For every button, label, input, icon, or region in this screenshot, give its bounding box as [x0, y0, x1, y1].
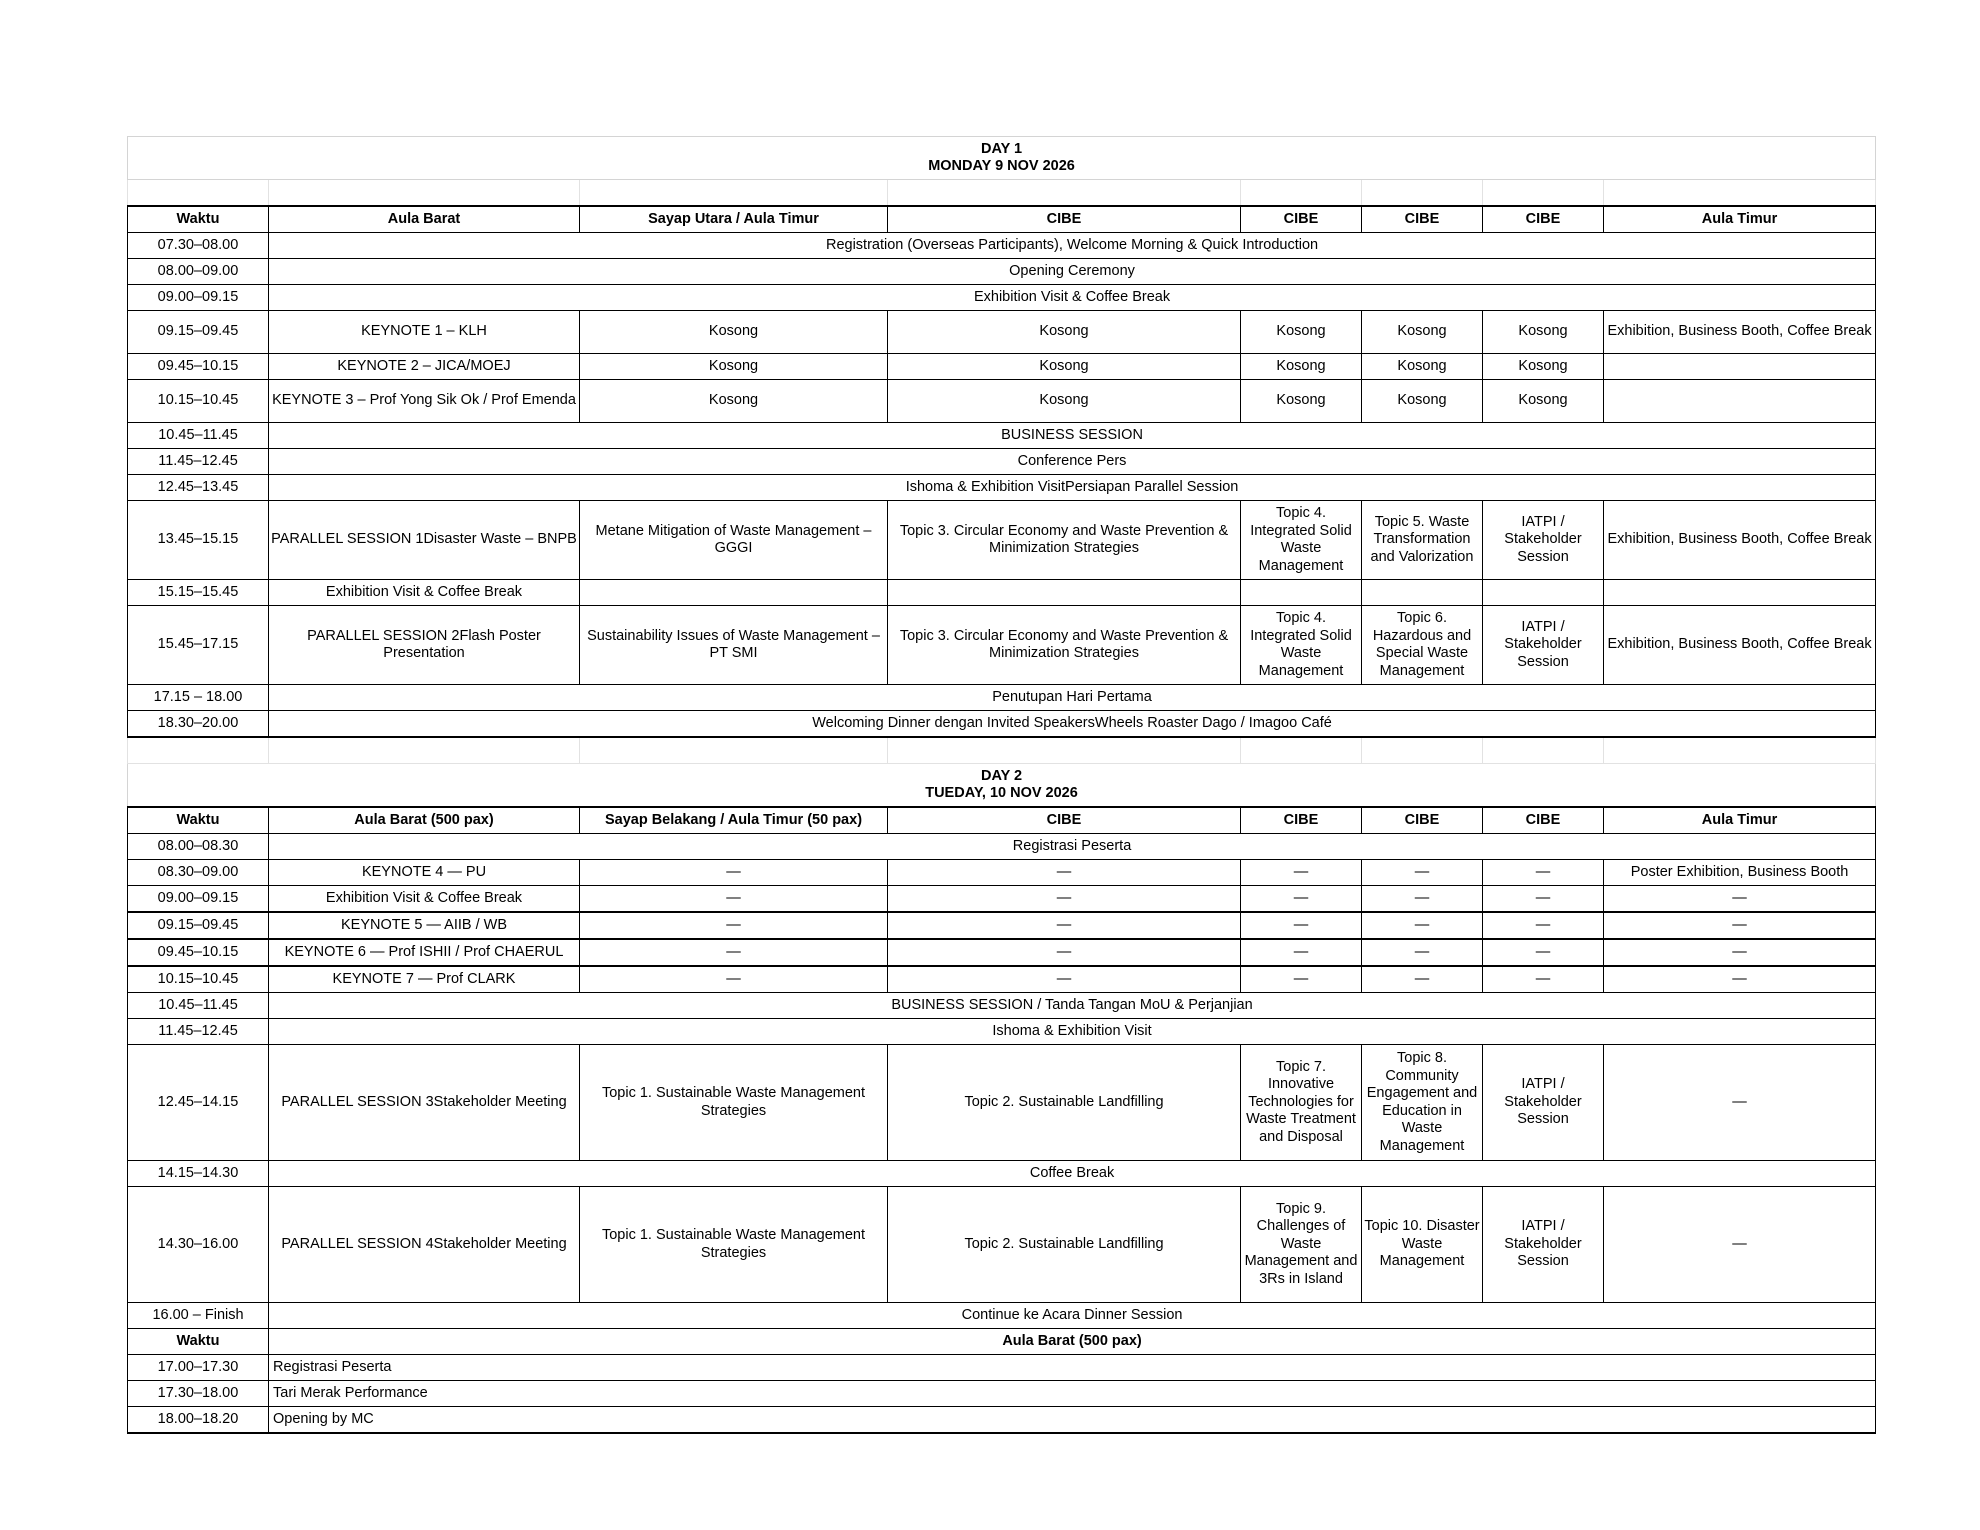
- schedule-sheet: [127, 136, 1875, 1434]
- session-cell: PARALLEL SESSION 4Stakeholder Meeting: [269, 1187, 580, 1303]
- dash-cell: —: [1241, 912, 1362, 939]
- dinner-header-row: [128, 1329, 1876, 1355]
- dash-cell: —: [888, 886, 1241, 913]
- time-cell: 17.30–18.00: [128, 1381, 269, 1407]
- empty-cell: [1604, 380, 1876, 423]
- dash-cell: —: [1483, 860, 1604, 886]
- dash-cell: —: [580, 939, 888, 966]
- day1-title: [128, 137, 1876, 180]
- time-cell: 10.15–10.45: [128, 380, 269, 423]
- table-row: [128, 259, 1876, 285]
- column-header: CIBE: [1241, 807, 1362, 834]
- time-cell: 15.45–17.15: [128, 606, 269, 685]
- empty-cell: [1362, 580, 1483, 606]
- session-cell: Kosong: [888, 311, 1241, 354]
- time-cell: 09.45–10.15: [128, 354, 269, 380]
- session-cell: Kosong: [580, 311, 888, 354]
- time-cell: 17.00–17.30: [128, 1355, 269, 1381]
- spacer-row: [128, 737, 1876, 764]
- session-cell: Topic 2. Sustainable Landfilling: [888, 1187, 1241, 1303]
- time-cell: 07.30–08.00: [128, 233, 269, 259]
- time-cell: 09.45–10.15: [128, 939, 269, 966]
- session-cell: PARALLEL SESSION 2Flash Poster Presentation: [269, 606, 580, 685]
- day2-title-row: [128, 764, 1876, 808]
- dash-cell: —: [1241, 966, 1362, 993]
- session-cell: Exhibition Visit & Coffee Break: [269, 886, 580, 913]
- session-cell: IATPI / Stakeholder Session: [1483, 1045, 1604, 1161]
- dash-cell: —: [1241, 860, 1362, 886]
- column-header: CIBE: [888, 807, 1241, 834]
- session-cell: Exhibition, Business Booth, Coffee Break: [1604, 311, 1876, 354]
- time-cell: 13.45–15.15: [128, 501, 269, 580]
- empty-cell: [1604, 354, 1876, 380]
- empty-cell: [580, 580, 888, 606]
- table-row: [128, 1187, 1876, 1303]
- dash-cell: —: [1604, 1045, 1876, 1161]
- column-header: Waktu: [128, 807, 269, 834]
- session-cell: KEYNOTE 3 – Prof Yong Sik Ok / Prof Emenda: [269, 380, 580, 423]
- column-header: CIBE: [1362, 807, 1483, 834]
- session-cell: Topic 4. Integrated Solid Waste Management: [1241, 606, 1362, 685]
- column-header: Aula Barat: [269, 206, 580, 233]
- session-cell: Registrasi Peserta: [269, 834, 1876, 860]
- session-cell: KEYNOTE 6 — Prof ISHII / Prof CHAERUL: [269, 939, 580, 966]
- table-row: [128, 501, 1876, 580]
- dash-cell: —: [888, 939, 1241, 966]
- column-header: Aula Timur: [1604, 206, 1876, 233]
- spacer-row: [128, 180, 1876, 207]
- day1-title-line1: DAY 1: [980, 140, 1023, 157]
- column-header: Aula Barat (500 pax): [269, 807, 580, 834]
- dash-cell: —: [1604, 939, 1876, 966]
- session-cell: KEYNOTE 7 — Prof CLARK: [269, 966, 580, 993]
- session-cell: Kosong: [888, 380, 1241, 423]
- time-cell: 10.45–11.45: [128, 423, 269, 449]
- session-cell: Ishoma & Exhibition Visit: [269, 1019, 1876, 1045]
- table-row: [128, 475, 1876, 501]
- table-row: [128, 886, 1876, 913]
- session-cell: Topic 10. Disaster Waste Management: [1362, 1187, 1483, 1303]
- session-cell: Coffee Break: [269, 1161, 1876, 1187]
- empty-cell: [1241, 580, 1362, 606]
- session-cell: BUSINESS SESSION / Tanda Tangan MoU & Perjanjian: [269, 993, 1876, 1019]
- session-cell: Kosong: [1483, 354, 1604, 380]
- session-cell: PARALLEL SESSION 3Stakeholder Meeting: [269, 1045, 580, 1161]
- dash-cell: —: [1241, 939, 1362, 966]
- session-cell: KEYNOTE 4 — PU: [269, 860, 580, 886]
- dash-cell: —: [580, 886, 888, 913]
- table-row: [128, 1303, 1876, 1329]
- time-cell: 11.45–12.45: [128, 449, 269, 475]
- table-row: [128, 966, 1876, 993]
- session-cell: Topic 7. Innovative Technologies for Waste Treatment and Disposal: [1241, 1045, 1362, 1161]
- dash-cell: —: [580, 912, 888, 939]
- session-cell: Kosong: [1362, 311, 1483, 354]
- dash-cell: —: [580, 860, 888, 886]
- time-cell: 14.15–14.30: [128, 1161, 269, 1187]
- column-header: CIBE: [1483, 807, 1604, 834]
- session-cell: Sustainability Issues of Waste Management – PT SMI: [580, 606, 888, 685]
- table-row: [128, 233, 1876, 259]
- agenda-cell: Opening by MC: [269, 1407, 1876, 1434]
- session-cell: Topic 3. Circular Economy and Waste Prevention & Minimization Strategies: [888, 606, 1241, 685]
- dash-cell: —: [1483, 939, 1604, 966]
- table-row: [128, 939, 1876, 966]
- time-cell: 10.15–10.45: [128, 966, 269, 993]
- time-cell: 09.00–09.15: [128, 886, 269, 913]
- session-cell: Topic 6. Hazardous and Special Waste Management: [1362, 606, 1483, 685]
- time-cell: 18.30–20.00: [128, 711, 269, 738]
- session-cell: IATPI / Stakeholder Session: [1483, 606, 1604, 685]
- session-cell: Exhibition Visit & Coffee Break: [269, 285, 1876, 311]
- session-cell: Welcoming Dinner dengan Invited SpeakersWheels Roaster Dago / Imagoo Café: [269, 711, 1876, 738]
- session-cell: Topic 1. Sustainable Waste Management Strategies: [580, 1187, 888, 1303]
- session-cell: BUSINESS SESSION: [269, 423, 1876, 449]
- time-cell: 09.00–09.15: [128, 285, 269, 311]
- table-row: [128, 685, 1876, 711]
- session-cell: Exhibition, Business Booth, Coffee Break: [1604, 606, 1876, 685]
- session-cell: KEYNOTE 2 – JICA/MOEJ: [269, 354, 580, 380]
- time-cell: 10.45–11.45: [128, 993, 269, 1019]
- column-header: Sayap Belakang / Aula Timur (50 pax): [580, 807, 888, 834]
- session-cell: Topic 8. Community Engagement and Education in Waste Management: [1362, 1045, 1483, 1161]
- table-row: [128, 860, 1876, 886]
- time-cell: 16.00 – Finish: [128, 1303, 269, 1329]
- table-row: [128, 449, 1876, 475]
- table-row: [128, 423, 1876, 449]
- column-header: Waktu: [128, 206, 269, 233]
- session-cell: Topic 5. Waste Transformation and Valorization: [1362, 501, 1483, 580]
- schedule-table: [127, 136, 1876, 1434]
- session-cell: Kosong: [1483, 311, 1604, 354]
- day1-title-row: [128, 137, 1876, 180]
- session-cell: Registration (Overseas Participants), Welcome Morning & Quick Introduction: [269, 233, 1876, 259]
- session-cell: Kosong: [888, 354, 1241, 380]
- session-cell: Topic 4. Integrated Solid Waste Management: [1241, 501, 1362, 580]
- time-cell: 09.15–09.45: [128, 912, 269, 939]
- table-row: [128, 1355, 1876, 1381]
- session-cell: Kosong: [1241, 354, 1362, 380]
- session-cell: Kosong: [580, 354, 888, 380]
- table-row: [128, 1045, 1876, 1161]
- time-cell: 12.45–14.15: [128, 1045, 269, 1161]
- day1-header-row: [128, 206, 1876, 233]
- table-row: [128, 993, 1876, 1019]
- time-cell: 14.30–16.00: [128, 1187, 269, 1303]
- dash-cell: —: [888, 912, 1241, 939]
- session-cell: Ishoma & Exhibition VisitPersiapan Parallel Session: [269, 475, 1876, 501]
- time-cell: 08.30–09.00: [128, 860, 269, 886]
- session-cell: Topic 2. Sustainable Landfilling: [888, 1045, 1241, 1161]
- session-cell: Kosong: [1362, 380, 1483, 423]
- dash-cell: —: [1362, 886, 1483, 913]
- column-header: CIBE: [1483, 206, 1604, 233]
- day2-header-row: [128, 807, 1876, 834]
- time-cell: 08.00–09.00: [128, 259, 269, 285]
- session-cell: PARALLEL SESSION 1Disaster Waste – BNPB: [269, 501, 580, 580]
- table-row: [128, 354, 1876, 380]
- session-cell: Topic 9. Challenges of Waste Management and 3Rs in Island: [1241, 1187, 1362, 1303]
- table-row: [128, 711, 1876, 738]
- dash-cell: —: [1362, 939, 1483, 966]
- table-row: [128, 1019, 1876, 1045]
- session-cell: Conference Pers: [269, 449, 1876, 475]
- session-cell: Penutupan Hari Pertama: [269, 685, 1876, 711]
- column-header: CIBE: [1241, 206, 1362, 233]
- time-cell: 12.45–13.45: [128, 475, 269, 501]
- day2-title: [128, 764, 1876, 808]
- session-cell: Kosong: [1483, 380, 1604, 423]
- dash-cell: —: [888, 860, 1241, 886]
- dash-cell: —: [1604, 1187, 1876, 1303]
- session-cell: Kosong: [1241, 311, 1362, 354]
- session-cell: Kosong: [580, 380, 888, 423]
- time-cell: 08.00–08.30: [128, 834, 269, 860]
- column-header: CIBE: [888, 206, 1241, 233]
- column-header: Aula Barat (500 pax): [269, 1329, 1876, 1355]
- session-cell: IATPI / Stakeholder Session: [1483, 501, 1604, 580]
- session-cell: Continue ke Acara Dinner Session: [269, 1303, 1876, 1329]
- time-cell: 17.15 – 18.00: [128, 685, 269, 711]
- session-cell: Kosong: [1241, 380, 1362, 423]
- table-row: [128, 580, 1876, 606]
- dash-cell: —: [1604, 886, 1876, 913]
- dash-cell: —: [1604, 966, 1876, 993]
- dash-cell: —: [1604, 912, 1876, 939]
- dash-cell: —: [1483, 966, 1604, 993]
- table-row: [128, 1161, 1876, 1187]
- table-row: [128, 834, 1876, 860]
- empty-cell: [1483, 580, 1604, 606]
- table-row: [128, 606, 1876, 685]
- column-header: CIBE: [1362, 206, 1483, 233]
- dash-cell: —: [1362, 966, 1483, 993]
- agenda-cell: Tari Merak Performance: [269, 1381, 1876, 1407]
- table-row: [128, 380, 1876, 423]
- session-cell: IATPI / Stakeholder Session: [1483, 1187, 1604, 1303]
- dash-cell: —: [888, 966, 1241, 993]
- session-cell: Exhibition, Business Booth, Coffee Break: [1604, 501, 1876, 580]
- table-row: [128, 912, 1876, 939]
- table-row: [128, 1381, 1876, 1407]
- dash-cell: —: [1362, 860, 1483, 886]
- day2-title-line2: TUEDAY, 10 NOV 2026: [925, 785, 1078, 801]
- empty-cell: [1604, 580, 1876, 606]
- time-cell: 18.00–18.20: [128, 1407, 269, 1434]
- session-cell: Topic 3. Circular Economy and Waste Prevention & Minimization Strategies: [888, 501, 1241, 580]
- day2-title-line1: DAY 2: [980, 767, 1023, 784]
- agenda-cell: Registrasi Peserta: [269, 1355, 1876, 1381]
- column-header: Aula Timur: [1604, 807, 1876, 834]
- day1-title-line2: MONDAY 9 NOV 2026: [928, 158, 1075, 174]
- empty-cell: [888, 580, 1241, 606]
- dash-cell: —: [1483, 886, 1604, 913]
- session-cell: Opening Ceremony: [269, 259, 1876, 285]
- dash-cell: —: [580, 966, 888, 993]
- table-row: [128, 311, 1876, 354]
- dash-cell: —: [1241, 886, 1362, 913]
- session-cell: Poster Exhibition, Business Booth: [1604, 860, 1876, 886]
- session-cell: Metane Mitigation of Waste Management – GGGI: [580, 501, 888, 580]
- table-row: [128, 285, 1876, 311]
- session-cell: Topic 1. Sustainable Waste Management Strategies: [580, 1045, 888, 1161]
- time-cell: 15.15–15.45: [128, 580, 269, 606]
- column-header: Waktu: [128, 1329, 269, 1355]
- session-cell: KEYNOTE 1 – KLH: [269, 311, 580, 354]
- session-cell: Exhibition Visit & Coffee Break: [269, 580, 580, 606]
- dash-cell: —: [1362, 912, 1483, 939]
- table-row: [128, 1407, 1876, 1434]
- column-header: Sayap Utara / Aula Timur: [580, 206, 888, 233]
- time-cell: 11.45–12.45: [128, 1019, 269, 1045]
- session-cell: Kosong: [1362, 354, 1483, 380]
- dash-cell: —: [1483, 912, 1604, 939]
- session-cell: KEYNOTE 5 — AIIB / WB: [269, 912, 580, 939]
- time-cell: 09.15–09.45: [128, 311, 269, 354]
